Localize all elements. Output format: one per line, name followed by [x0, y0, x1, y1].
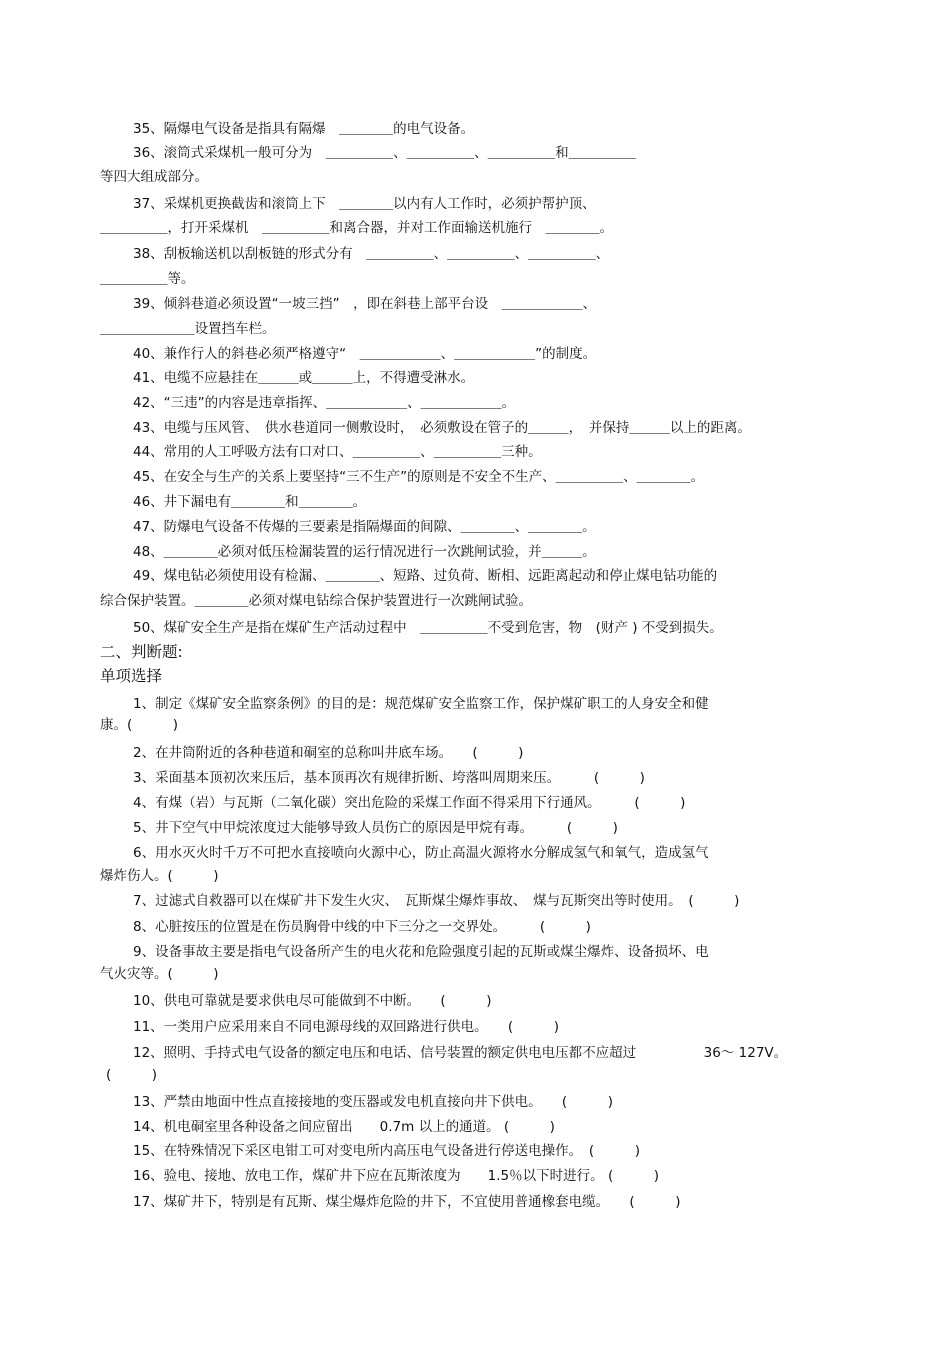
judgment-10: 10、供电可靠就是要求供电尽可能做到不中断。 ( ): [133, 993, 492, 1009]
question-49-line2: 综合保护装置。＿＿＿＿必须对煤电钻综合保护装置进行一次跳闸试验。: [100, 593, 532, 609]
question-38-line1: 38、刮板输送机以刮板链的形式分有 ＿＿＿＿＿、＿＿＿＿＿、＿＿＿＿＿、: [133, 246, 610, 262]
question-36-line1: 36、滚筒式采煤机一般可分为 ＿＿＿＿＿、＿＿＿＿＿、＿＿＿＿＿和＿＿＿＿＿: [133, 145, 637, 161]
question-38-line2: ＿＿＿＿＿等。: [100, 271, 195, 287]
judgment-11: 11、一类用户应采用来自不同电源母线的双回路进行供电。 ( ): [133, 1019, 559, 1035]
judgment-1-line2: 康。( ): [100, 717, 179, 733]
question-35: 35、隔爆电气设备是指具有隔爆 ＿＿＿＿的电气设备。: [133, 121, 475, 137]
question-39-line1: 39、倾斜巷道必须设置“一坡三挡” ，即在斜巷上部平台设 ＿＿＿＿＿＿、: [133, 296, 597, 312]
judgment-13: 13、严禁由地面中性点直接接地的变压器或发电机直接向井下供电。 ( ): [133, 1094, 613, 1110]
judgment-2: 2、在井筒附近的各种巷道和硐室的总称叫井底车场。 ( ): [133, 745, 524, 761]
question-37-line1: 37、采煤机更换截齿和滚筒上下 ＿＿＿＿以内有人工作时，必须护帮护顶、: [133, 196, 596, 212]
question-42: 42、“三违”的内容是违章指挥、＿＿＿＿＿＿、＿＿＿＿＿＿。: [133, 395, 516, 411]
question-48: 48、＿＿＿＿必须对低压检漏装置的运行情况进行一次跳闸试验，并＿＿＿。: [133, 544, 596, 560]
judgment-8: 8、心脏按压的位置是在伤员胸骨中线的中下三分之一交界处。 ( ): [133, 919, 591, 935]
judgment-17: 17、煤矿井下，特别是有瓦斯、煤尘爆炸危险的井下，不宜使用普通橡套电缆。 ( ): [133, 1194, 681, 1210]
judgment-9-line1: 9、设备事故主要是指电气设备所产生的电火花和危险强度引起的瓦斯或煤尘爆炸、设备损坏、电: [133, 944, 709, 960]
section-heading-single-choice: 单项选择: [100, 667, 163, 685]
judgment-1-line1: 1、制定《煤矿安全监察条例》的目的是：规范煤矿安全监察工作，保护煤矿职工的人身安全和健: [133, 696, 709, 712]
judgment-16: 16、验电、接地、放电工作，煤矿井下应在瓦斯浓度为 1.5％以下时进行。 ( ): [133, 1168, 659, 1184]
judgment-6-line2: 爆炸伤人。( ): [100, 868, 219, 884]
question-47: 47、防爆电气设备不传爆的三要素是指隔爆面的间隙、＿＿＿＿、＿＿＿＿。: [133, 519, 596, 535]
judgment-5: 5、井下空气中甲烷浓度过大能够导致人员伤亡的原因是甲烷有毒。 ( ): [133, 820, 618, 836]
judgment-4: 4、有煤（岩）与瓦斯（二氧化碳）突出危险的采煤工作面不得采用下行通风。 ( ): [133, 795, 686, 811]
section-heading-judgment: 二、判断题:: [100, 643, 183, 661]
question-44: 44、常用的人工呼吸方法有口对口、＿＿＿＿＿、＿＿＿＿＿三种。: [133, 444, 542, 460]
question-37-line2: ＿＿＿＿＿，打开采煤机 ＿＿＿＿＿和离合器，并对工作面输送机施行 ＿＿＿＿。: [100, 220, 613, 236]
judgment-3: 3、采面基本顶初次来压后，基本顶再次有规律折断、垮落叫周期来压。 ( ): [133, 770, 645, 786]
judgment-7: 7、过滤式自救器可以在煤矿井下发生火灾、 瓦斯煤尘爆炸事故、 煤与瓦斯突出等时使用。 ( ): [133, 893, 740, 909]
judgment-12-line1: 12、照明、手持式电气设备的额定电压和电话、信号装置的额定供电电压都不应超过 36～ 127V。: [133, 1045, 788, 1061]
question-36-line2: 等四大组成部分。: [100, 169, 208, 185]
question-43: 43、电缆与压风管、 供水巷道同一侧敷设时， 必须敷设在管子的＿＿＿， 并保持＿＿＿以上的距离。: [133, 420, 751, 436]
question-41: 41、电缆不应悬挂在＿＿＿或＿＿＿上，不得遭受淋水。: [133, 370, 475, 386]
question-50: 50、煤矿安全生产是指在煤矿生产活动过程中 ＿＿＿＿＿不受到危害，物 (财产 ) 不受到损失。: [133, 620, 723, 636]
question-40: 40、兼作行人的斜巷必须严格遵守“ ＿＿＿＿＿＿、＿＿＿＿＿＿”的制度。: [133, 346, 597, 362]
judgment-12-line2: ( ): [106, 1067, 158, 1083]
question-39-line2: ＿＿＿＿＿＿＿设置挡车栏。: [100, 321, 276, 337]
question-45: 45、在安全与生产的关系上要坚持“三不生产”的原则是不安全不生产、＿＿＿＿＿、＿＿＿＿。: [133, 469, 705, 485]
judgment-15: 15、在特殊情况下采区电钳工可对变电所内高压电气设备进行停送电操作。 ( ): [133, 1143, 640, 1159]
question-49-line1: 49、煤电钻必须使用设有检漏、＿＿＿＿、短路、过负荷、断相、远距离起动和停止煤电钻功能的: [133, 568, 718, 584]
judgment-9-line2: 气火灾等。( ): [100, 966, 219, 982]
judgment-14: 14、机电硐室里各种设备之间应留出 0.7m 以上的通道。 ( ): [133, 1119, 555, 1135]
question-46: 46、井下漏电有＿＿＿＿和＿＿＿＿。: [133, 494, 367, 510]
judgment-6-line1: 6、用水灭火时千万不可把水直接喷向火源中心，防止高温火源将水分解成氢气和氧气，造成氢气: [133, 845, 709, 861]
